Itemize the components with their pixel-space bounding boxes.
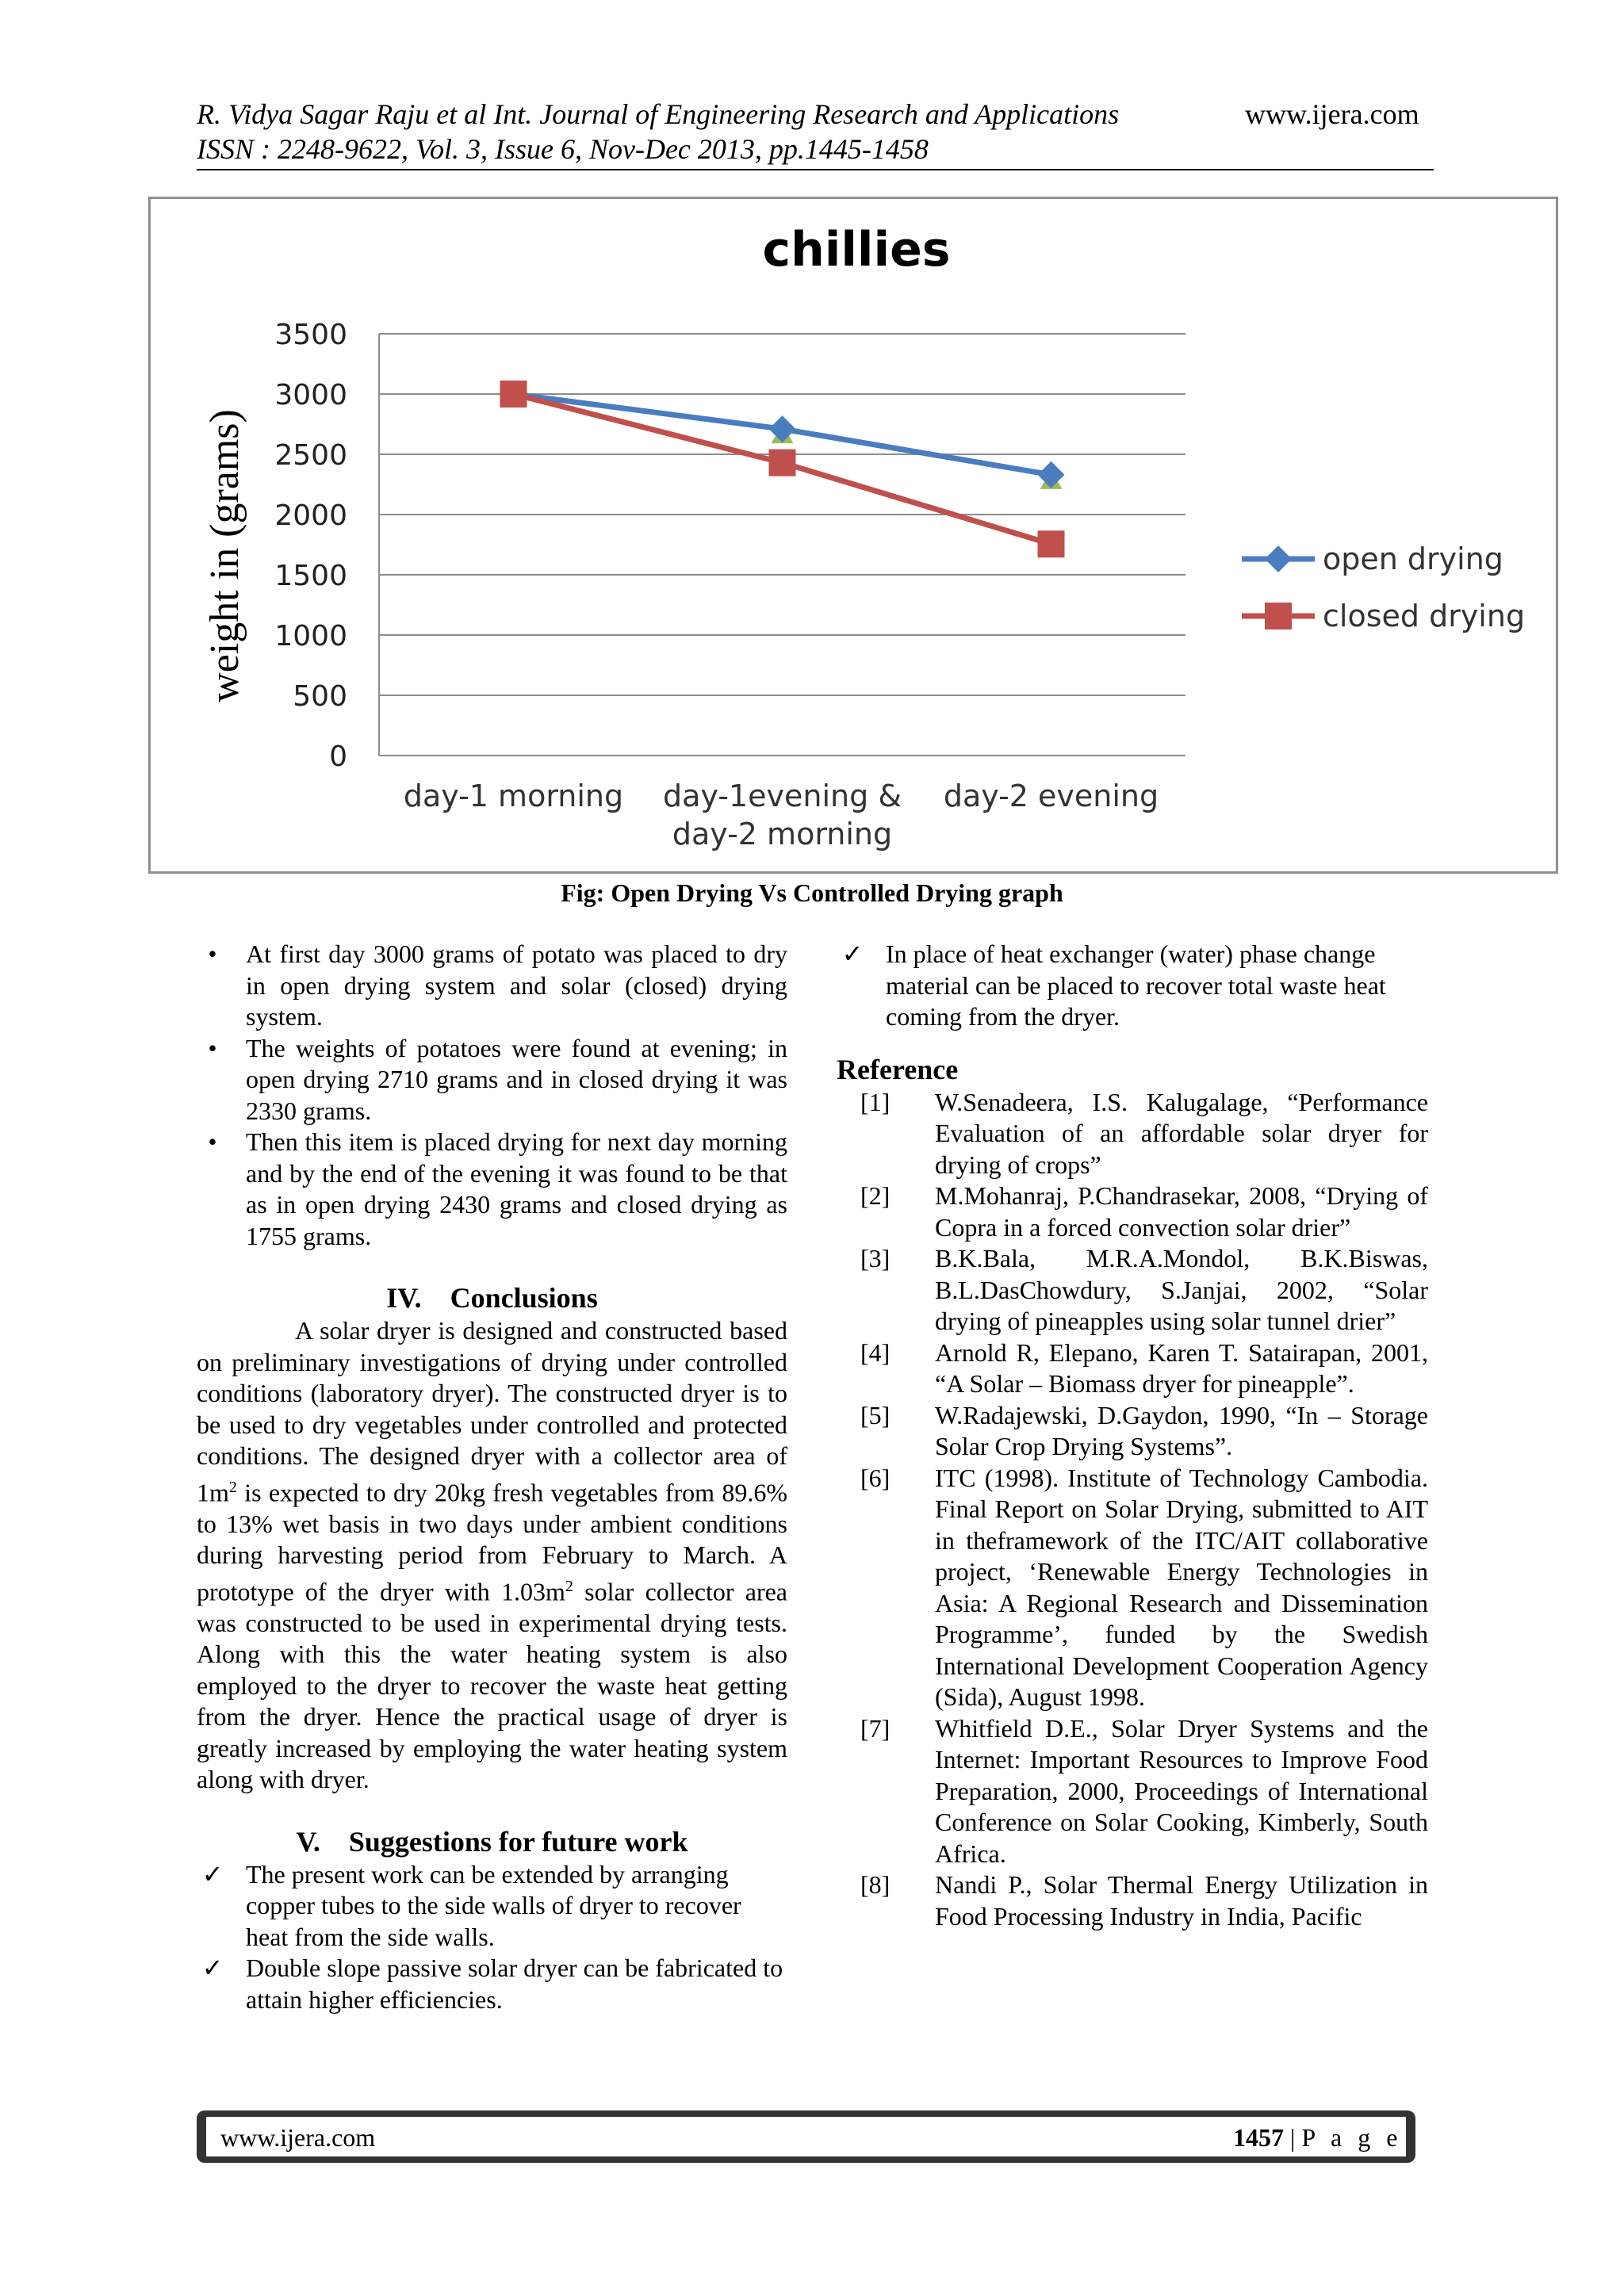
header-site-link[interactable]: www.ijera.com [1245, 98, 1419, 130]
y-axis-ticks [274, 319, 347, 773]
reference-item: [7] Whitfield D.E., Solar Dryer Systems and the Internet: Important Resources to Improve Food Preparation, 2000, Proceedings of International Conference on Solar Cooking, Kimberly, South Africa. [860, 1713, 1428, 1868]
data-point [500, 381, 527, 408]
section-title: Suggestions for future work [348, 1825, 688, 1858]
bullet-icon: • [208, 1033, 217, 1062]
x-tick-label: day-1evening & [663, 779, 902, 813]
y-tick-label: 1500 [274, 560, 347, 592]
results-list [197, 939, 787, 1252]
reference-number: [5] [860, 1400, 891, 1429]
reference-number: [3] [860, 1244, 891, 1272]
future-work-list-continued [837, 939, 1428, 1033]
x-tick-label: day-2 morning [672, 817, 893, 851]
reference-item: [1] W.Senadeera, I.S. Kalugalage, “Performance Evaluation of an affordable solar dryer for drying of crops” [860, 1087, 1428, 1179]
section-number: IV. [386, 1282, 422, 1314]
conclusions-heading [197, 1280, 787, 1315]
y-axis-label: weight in (grams) [202, 409, 247, 702]
reference-item: [4] Arnold R, Elepano, Karen T. Satairapan, 2001, “A Solar – Biomass dryer for pineapple”. [860, 1337, 1428, 1398]
bullet-icon: • [208, 939, 217, 968]
reference-heading: Reference [837, 1053, 959, 1085]
reference-list [837, 1087, 1428, 1933]
future-work-heading [197, 1824, 787, 1859]
list-item: • Then this item is placed drying for next day morning and by the end of the evening it was found to be that as in open drying 2430 grams and closed drying as 1755 grams. [197, 1127, 787, 1252]
figure-caption: Fig: Open Drying Vs Controlled Drying graph [561, 878, 1063, 907]
x-axis-ticks [404, 779, 1159, 851]
data-point [1038, 461, 1065, 488]
y-tick-label: 3000 [274, 379, 347, 411]
data-point [769, 450, 796, 476]
reference-item: [2] M.Mohanraj, P.Chandrasekar, 2008, “Drying of Copra in a forced convection solar drier” [860, 1181, 1428, 1242]
reference-item: [6] ITC (1998). Institute of Technology Cambodia. Final Report on Solar Drying, submitted to AIT in theframework of the ITC/AIT collaborative project, ‘Renewable Energy Technologies in Asia: A Regional Research and Dissemination Programme’, funded by the Swedish International Development Cooperation Agency (Sida), August 1998. [860, 1463, 1428, 1711]
legend-label: closed drying [1323, 599, 1526, 633]
header-divider [197, 169, 1434, 170]
reference-number: [6] [860, 1463, 891, 1492]
list-item: • The weights of potatoes were found at evening; in open drying 2710 grams and in closed drying it was 2330 grams. [197, 1033, 787, 1127]
legend-label: open drying [1323, 541, 1503, 576]
x-tick-label: day-1 morning [403, 779, 624, 813]
list-item: ✓ In place of heat exchanger (water) phase change material can be placed to recover total waste heat coming from the dryer. [837, 939, 1428, 1033]
y-tick-label: 2000 [274, 499, 347, 532]
y-tick-label: 500 [293, 680, 347, 713]
y-tick-label: 2500 [274, 439, 347, 472]
section-title: Conclusions [450, 1282, 598, 1314]
list-item: • At first day 3000 grams of potato was placed to dry in open drying system and solar (closed) drying system. [197, 939, 787, 1033]
y-tick-label: 0 [329, 740, 347, 773]
check-icon: ✓ [201, 1859, 224, 1888]
reference-number: [8] [860, 1870, 891, 1899]
reference-number: [2] [860, 1181, 891, 1210]
reference-number: [4] [860, 1337, 891, 1367]
reference-item: [8] Nandi P., Solar Thermal Energy Utilization in Food Processing Industry in India, Pacific [860, 1870, 1428, 1931]
y-tick-label: 1000 [274, 620, 347, 652]
chart-legend [1242, 541, 1525, 633]
legend-marker [1265, 545, 1292, 572]
chart-title: chillies [762, 222, 951, 277]
journal-citation [197, 97, 1119, 166]
right-column [837, 939, 1428, 1932]
reference-number: [1] [860, 1087, 891, 1116]
data-point [1038, 530, 1065, 557]
data-point [769, 415, 796, 442]
reference-item: [3] B.K.Bala, M.R.A.Mondol, B.K.Biswas, B.L.DasChowdury, S.Janjai, 2002, “Solar drying of pineapples using solar tunnel drier” [860, 1244, 1428, 1335]
bullet-icon: • [208, 1127, 217, 1156]
section-number: V. [296, 1825, 320, 1858]
list-item: ✓ Double slope passive solar dryer can be fabricated to attain higher efficiencies. [197, 1953, 787, 2015]
check-icon: ✓ [841, 939, 864, 968]
citation-line-1: R. Vidya Sagar Raju et al Int. Journal of Engineering Research and Applications [197, 98, 1120, 130]
reference-item: [5] W.Radajewski, D.Gaydon, 1990, “In – Storage Solar Crop Drying Systems”. [860, 1400, 1428, 1460]
future-work-list [197, 1859, 787, 2016]
check-icon: ✓ [201, 1954, 224, 1983]
conclusions-paragraph: A solar dryer is designed and constructed based on preliminary investigations of drying under controlled conditions (laboratory dryer). The constructed dryer is to be used to dry vegetables under controlled and protected conditions. The designed dryer with a collector area of $1m^2$ is expected to dry 20kg fresh vegetables from 89.6% to 13% wet basis in two days under ambient conditions during harvesting period from February to March. A prototype of the dryer with $1.03m^2$ solar collector area was constructed to be used in experimental drying tests. Along with this the water heating system is also employed to the dryer to recover the waste heat getting from the dryer. Hence the practical usage of dryer is greatly increased by employing the water heating system along with dryer. [197, 1316, 788, 1794]
reference-number: [7] [860, 1713, 891, 1743]
series-closed-drying [500, 381, 1065, 557]
chart-frame [148, 197, 1558, 874]
left-column [197, 939, 787, 2015]
legend-marker [1265, 603, 1292, 629]
chart-series [500, 381, 1065, 557]
footer-site-link[interactable]: www.ijera.com [220, 2123, 376, 2152]
x-tick-label: day-2 evening [943, 779, 1159, 813]
line-chart [151, 199, 1556, 871]
y-tick-label: 3500 [274, 319, 347, 351]
page-number: 1457 | P a g e [1233, 2123, 1403, 2152]
list-item: ✓ The present work can be extended by arranging copper tubes to the side walls of dryer to recover heat from the side walls. [197, 1859, 787, 1954]
citation-line-2: ISSN : 2248-9622, Vol. 3, Issue 6, Nov-Dec 2013, pp.1445-1458 [197, 133, 929, 165]
